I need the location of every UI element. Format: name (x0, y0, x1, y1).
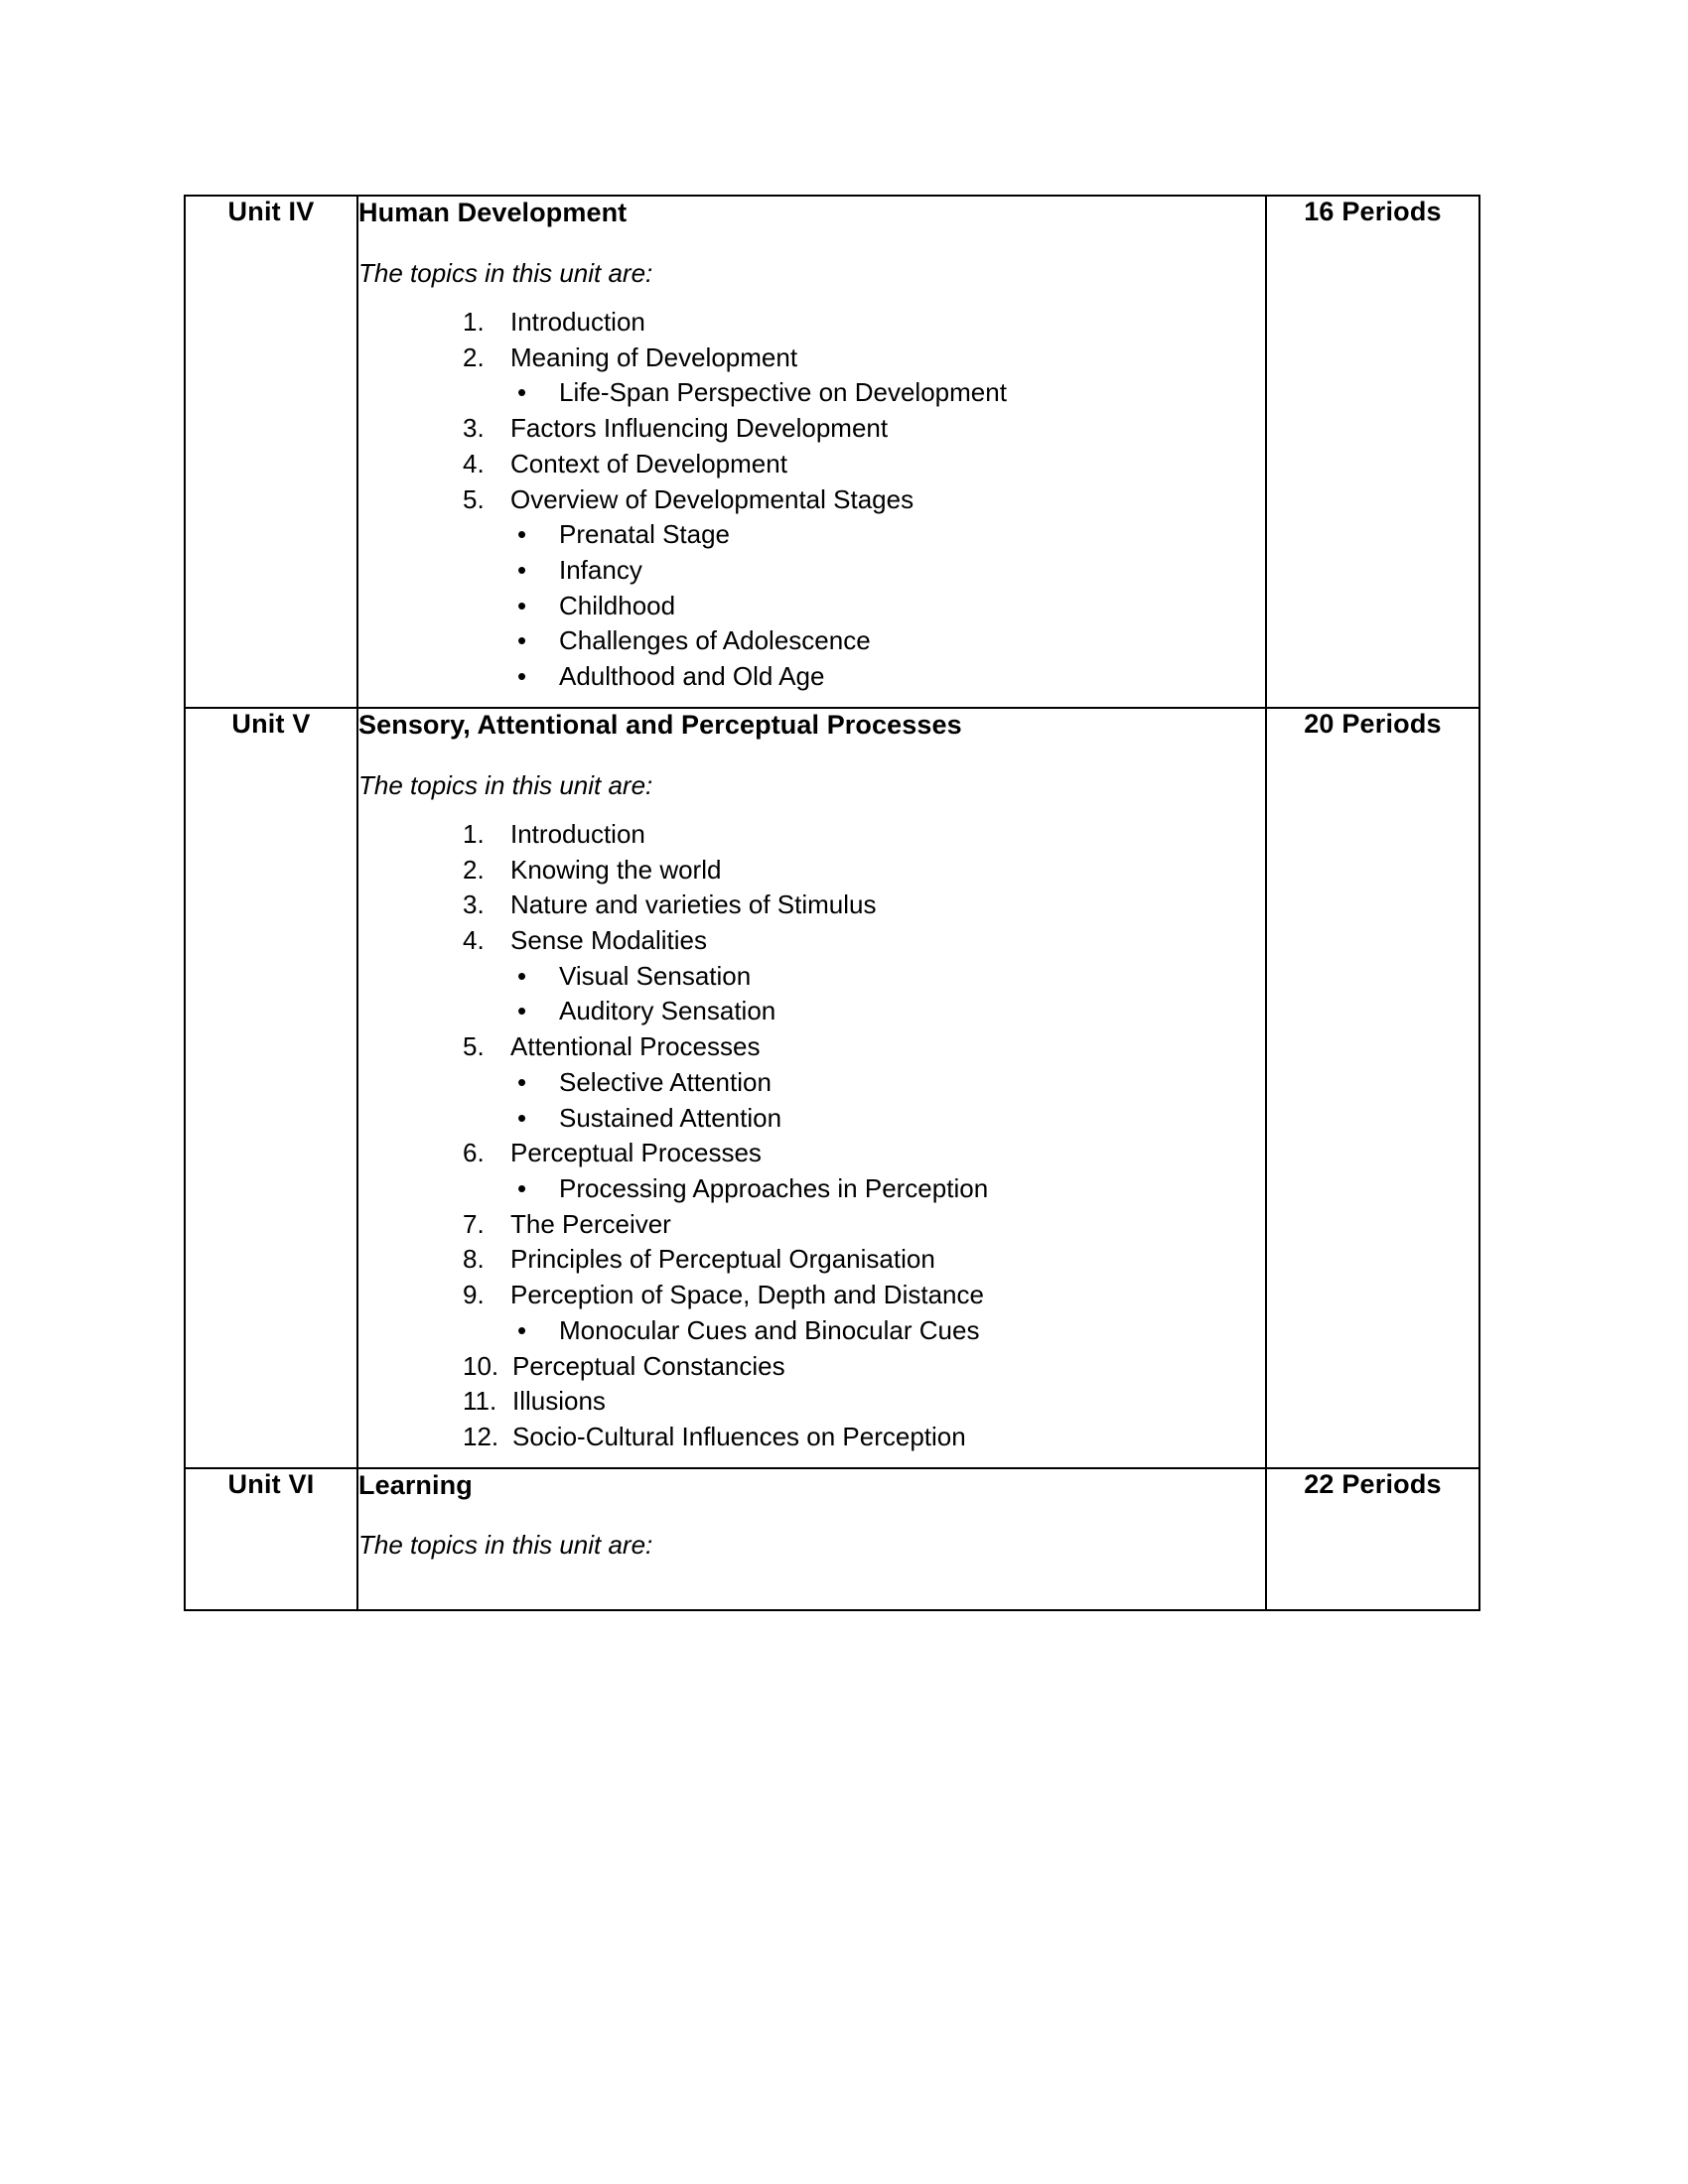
periods-cell: 22 Periods (1266, 1468, 1479, 1610)
numbered-row (358, 1209, 1265, 1241)
sub-list-item (358, 661, 1265, 693)
sub-list-item (358, 1067, 1265, 1099)
numbered-row (358, 855, 1265, 887)
list-item (358, 1209, 1265, 1241)
item-text: Perceptual Processes (510, 1138, 762, 1168)
bullet-icon: • (517, 1102, 527, 1133)
item-number: 7. (463, 1208, 485, 1239)
cell-spacer (358, 1562, 1265, 1609)
list-item (358, 1280, 1265, 1346)
item-text: Socio-Cultural Influences on Perception (512, 1422, 966, 1451)
numbered-row (358, 1280, 1265, 1311)
syllabus-table (184, 195, 1480, 1611)
numbered-row (358, 1138, 1265, 1169)
numbered-row (358, 342, 1265, 374)
item-text: Overview of Developmental Stages (510, 483, 914, 514)
numbered-row (358, 925, 1265, 957)
list-item (358, 1386, 1265, 1418)
item-text: Knowing the world (510, 854, 722, 885)
item-number: 12. (463, 1422, 499, 1451)
sub-list-item (358, 996, 1265, 1027)
sub-list (358, 519, 1265, 693)
sub-list-item (358, 555, 1265, 587)
list-item (358, 1244, 1265, 1276)
item-number: 1. (463, 818, 485, 849)
unit-title: Learning (358, 1469, 473, 1500)
sub-item-text: Challenges of Adolescence (559, 625, 871, 656)
item-text: Introduction (510, 818, 645, 849)
list-item (358, 1138, 1265, 1204)
numbered-row (358, 1031, 1265, 1063)
numbered-row (358, 889, 1265, 921)
cell-spacer (358, 697, 1265, 707)
list-item (358, 484, 1265, 693)
unit-label-cell: Unit IV (185, 196, 357, 708)
item-text: Perceptual Constancies (512, 1350, 785, 1381)
unit-label-cell: Unit VI (185, 1468, 357, 1610)
item-text: Nature and varieties of Stimulus (510, 889, 877, 920)
table-row (185, 196, 1479, 708)
list-item (358, 1422, 1265, 1453)
item-number: 9. (463, 1280, 485, 1310)
item-number: 8. (463, 1244, 485, 1275)
unit-title: Sensory, Attentional and Perceptual Processes (358, 709, 962, 740)
bullet-icon: • (517, 1172, 527, 1203)
bullet-icon: • (517, 590, 527, 620)
sub-item-text: Selective Attention (559, 1066, 772, 1097)
sub-item-text: Prenatal Stage (559, 519, 731, 550)
sub-list-item (358, 625, 1265, 657)
item-text: Meaning of Development (510, 341, 798, 372)
numbered-row (358, 1244, 1265, 1276)
sub-item-text: Life-Span Perspective on Development (559, 377, 1007, 408)
item-text: Illusions (512, 1386, 606, 1417)
numbered-row (358, 307, 1265, 339)
bullet-icon: • (517, 1066, 527, 1097)
unit-content-cell (357, 196, 1266, 708)
unit-label-cell: Unit V (185, 708, 357, 1468)
sub-list-item (358, 1173, 1265, 1205)
bullet-icon: • (517, 377, 527, 408)
topic-list (358, 819, 1265, 1453)
item-number: 2. (463, 341, 485, 372)
bullet-icon: • (517, 1314, 527, 1345)
numbered-row (358, 449, 1265, 480)
item-text: Context of Development (510, 448, 787, 478)
bullet-icon: • (517, 661, 527, 692)
periods-cell: 16 Periods (1266, 196, 1479, 708)
sub-list-item (358, 1103, 1265, 1135)
sub-item-text: Childhood (559, 590, 676, 620)
numbered-row (358, 819, 1265, 851)
numbered-row (358, 1351, 1265, 1383)
numbered-row (358, 1386, 1265, 1418)
list-item (358, 889, 1265, 921)
topics-intro: The topics in this unit are: (358, 257, 653, 288)
item-number: 4. (463, 448, 485, 478)
sub-item-text: Processing Approaches in Perception (559, 1172, 989, 1203)
sub-list (358, 377, 1265, 409)
list-item (358, 925, 1265, 1027)
table-row (185, 708, 1479, 1468)
item-text: The Perceiver (510, 1208, 671, 1239)
numbered-row (358, 413, 1265, 445)
list-item (358, 307, 1265, 339)
sub-item-text: Sustained Attention (559, 1102, 782, 1133)
sub-item-text: Infancy (559, 554, 642, 585)
table-row (185, 1468, 1479, 1610)
list-item (358, 342, 1265, 409)
list-item (358, 449, 1265, 480)
bullet-icon: • (517, 519, 527, 550)
item-text: Factors Influencing Development (510, 413, 889, 444)
sub-list-item (358, 591, 1265, 622)
syllabus-table-body (185, 196, 1479, 1610)
item-text: Introduction (510, 306, 645, 337)
list-item (358, 855, 1265, 887)
sub-list-item (358, 519, 1265, 551)
list-item (358, 819, 1265, 851)
item-number: 10. (463, 1350, 499, 1381)
list-item (358, 1351, 1265, 1383)
bullet-icon: • (517, 960, 527, 991)
item-number: 5. (463, 483, 485, 514)
sub-item-text: Monocular Cues and Binocular Cues (559, 1314, 980, 1345)
topic-list (358, 307, 1265, 693)
item-number: 3. (463, 413, 485, 444)
item-text: Perception of Space, Depth and Distance (510, 1280, 984, 1310)
sub-list-item (358, 961, 1265, 993)
item-text: Attentional Processes (510, 1031, 761, 1062)
item-number: 5. (463, 1031, 485, 1062)
item-number: 6. (463, 1138, 485, 1168)
unit-content-cell (357, 1468, 1266, 1610)
list-item (358, 413, 1265, 445)
numbered-row (358, 1422, 1265, 1453)
topics-intro: The topics in this unit are: (358, 1530, 653, 1561)
topics-intro: The topics in this unit are: (358, 769, 653, 800)
item-number: 3. (463, 889, 485, 920)
item-text: Sense Modalities (510, 924, 707, 955)
cell-spacer (358, 1457, 1265, 1467)
bullet-icon: • (517, 554, 527, 585)
numbered-row (358, 484, 1265, 516)
item-number: 2. (463, 854, 485, 885)
periods-cell: 20 Periods (1266, 708, 1479, 1468)
sub-item-text: Auditory Sensation (559, 996, 776, 1026)
unit-content-cell (357, 708, 1266, 1468)
bullet-icon: • (517, 996, 527, 1026)
sub-list-item (358, 1315, 1265, 1347)
sub-list-item (358, 377, 1265, 409)
sub-list (358, 1067, 1265, 1134)
item-number: 11. (463, 1386, 497, 1417)
sub-item-text: Visual Sensation (559, 960, 752, 991)
list-item (358, 1031, 1265, 1134)
sub-list (358, 1315, 1265, 1347)
item-number: 4. (463, 924, 485, 955)
item-text: Principles of Perceptual Organisation (510, 1244, 935, 1275)
sub-list (358, 961, 1265, 1027)
unit-title: Human Development (358, 198, 628, 227)
bullet-icon: • (517, 625, 527, 656)
item-number: 1. (463, 306, 485, 337)
sub-item-text: Adulthood and Old Age (559, 661, 825, 692)
sub-list (358, 1173, 1265, 1205)
